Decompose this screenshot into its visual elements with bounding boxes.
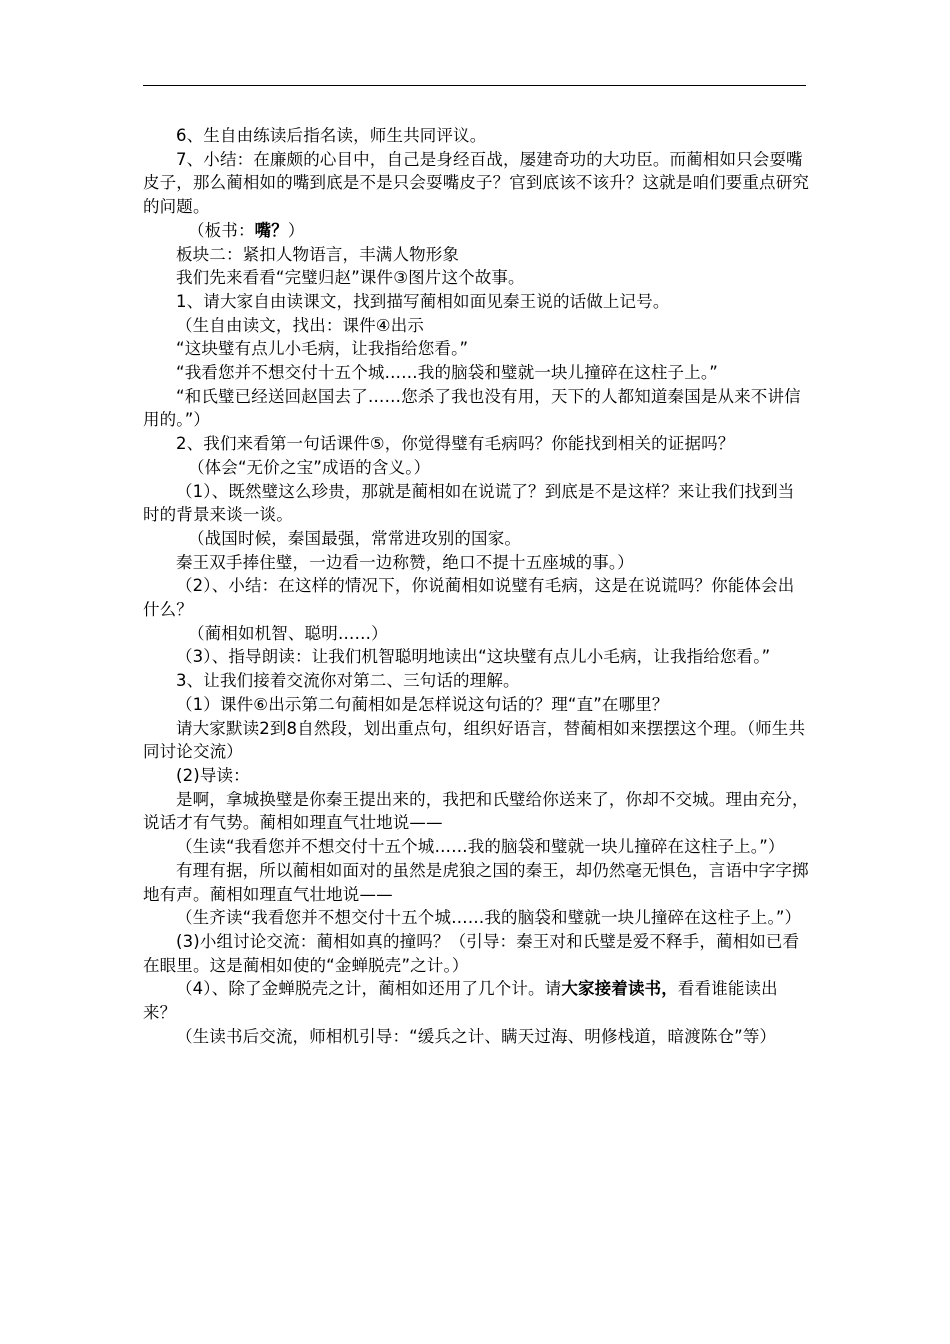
paragraph: 有理有据，所以蔺相如面对的虽然是虎狼之国的秦王，却仍然毫无惧色，言语中字字掷地有声。蔺相如理直气壮地说—— (143, 860, 809, 904)
paragraph: 2、我们来看第一句话课件⑤，你觉得璧有毛病吗？你能找到相关的证据吗？ (176, 434, 735, 454)
paragraph: 请大家默读2到8自然段，划出重点句，组织好语言，替蔺相如来摆摆这个理。（师生共同讨论交流） (143, 718, 806, 762)
paragraph: （战国时候，秦国最强，常常进攻别的国家。 (188, 528, 521, 548)
paragraph: （生齐读“我看您并不想交付十五个城……我的脑袋和璧就一块儿撞碎在这柱子上。”） (176, 908, 802, 928)
header-rule (143, 85, 806, 86)
paragraph: （生自由读文，找出：课件④出示 (176, 315, 425, 335)
paragraph: 1、请大家自由读课文，找到描写蔺相如面见秦王说的话做上记号。 (176, 291, 670, 311)
paragraph: （生读书后交流，师相机引导：“缓兵之计、瞒天过海、明修栈道，暗渡陈仓”等） (176, 1026, 777, 1046)
board-note: （板书：嘴？） (188, 220, 305, 240)
paragraph: （1）、既然璧这么珍贵，那就是蔺相如在说谎了？到底是不是这样？来让我们找到当时的背景来谈一谈。 (143, 481, 795, 525)
paragraph: （3）、指导朗读：让我们机智聪明地读出“这块璧有点儿小毛病，让我指给您看。” (176, 647, 771, 667)
paragraph: 3、让我们接着交流你对第二、三句话的理解。 (176, 671, 520, 691)
paragraph: 秦王双手捧住璧，一边看一边称赞，绝口不提十五座城的事。） (176, 552, 634, 572)
board-note-bold: 嘴？ (254, 220, 288, 240)
paragraph: 6、生自由练读后指名读，师生共同评议。 (176, 126, 487, 145)
paragraph: (2)导读： (176, 765, 250, 785)
paragraph: 是啊，拿城换璧是你秦王提出来的，我把和氏璧给你送来了，你却不交城。理由充分，说话才有气势。蔺相如理直气壮地说—— (143, 789, 809, 833)
paragraph: 我们先来看看“完璧归赵”课件③图片这个故事。 (176, 268, 525, 288)
paragraph: (3)小组讨论交流：蔺相如真的撞吗？（引导：秦王对和氏璧是爱不释手，蔺相如已看在眼里。这是蔺相如使的“金蝉脱壳”之计。） (143, 931, 800, 975)
quote: “我看您并不想交付十五个城……我的脑袋和璧就一块儿撞碎在这柱子上。” (176, 363, 718, 383)
paragraph-4-bold: 大家接着读书， (561, 979, 678, 999)
document-body (143, 124, 809, 1048)
paragraph: （1）课件⑥出示第二句蔺相如是怎样说这句话的？理“直”在哪里？ (176, 694, 669, 714)
paragraph: （2）、小结：在这样的情况下，你说蔺相如说璧有毛病，这是在说谎吗？你能体会出什么？ (143, 576, 795, 620)
paragraph: （蔺相如机智、聪明……） (188, 623, 388, 643)
paragraph-4: （4）、除了金蝉脱壳之计，蔺相如还用了几个计。请大家接着读书，看看谁能读出来？ (143, 979, 778, 1023)
quote: “和氏璧已经送回赵国去了……您杀了我也没有用，天下的人都知道秦国是从来不讲信用的。”） (143, 386, 801, 430)
paragraph: 7、小结：在廉颇的心目中，自己是身经百战，屡建奇功的大功臣。而蔺相如只会耍嘴皮子，那么蔺相如的嘴到底是不是只会耍嘴皮子？官到底该不该升？这就是咱们要重点研究的问题。 (143, 149, 809, 217)
paragraph: （生读“我看您并不想交付十五个城……我的脑袋和璧就一块儿撞碎在这柱子上。”） (176, 837, 785, 857)
section-heading: 板块二：紧扣人物语言，丰满人物形象 (176, 244, 460, 264)
quote: “这块璧有点儿小毛病，让我指给您看。” (176, 339, 469, 359)
paragraph: （体会“无价之宝”成语的含义。） (188, 457, 431, 477)
